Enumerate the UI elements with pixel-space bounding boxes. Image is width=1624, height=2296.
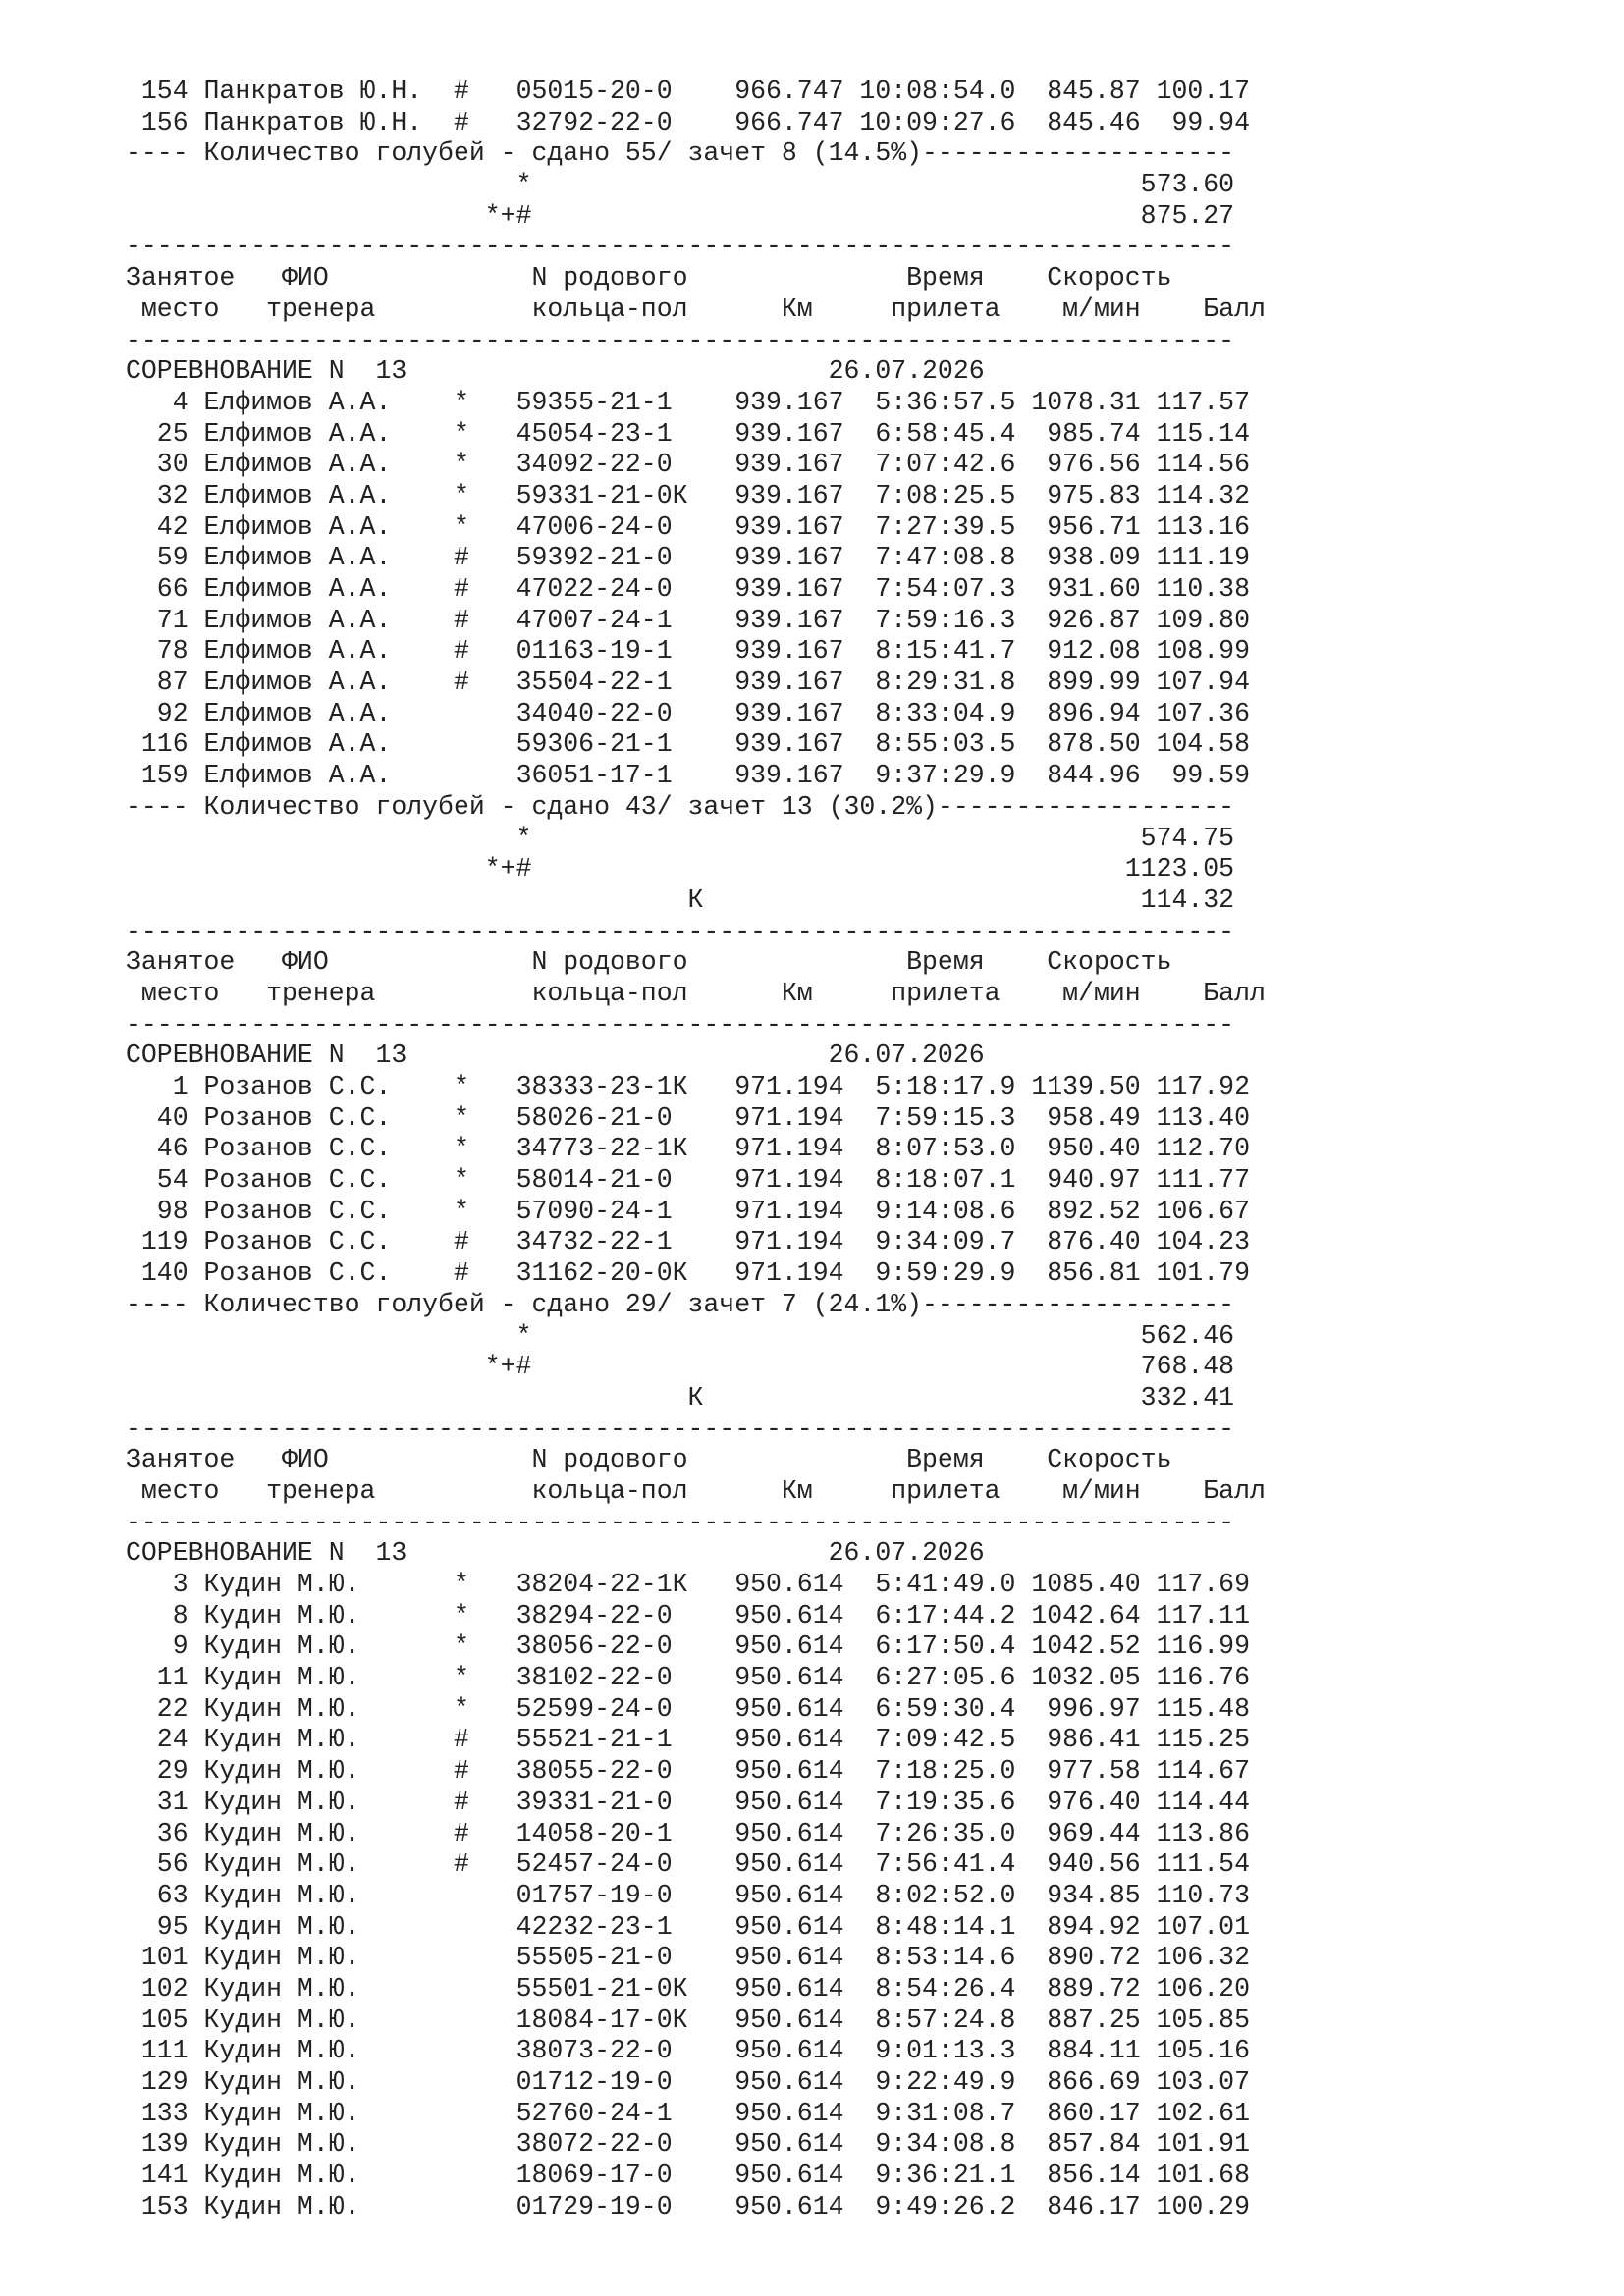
report-line: 31 Кудин М.Ю. # 39331-21-0 950.614 7:19:35.6 976.40 114.44	[126, 1787, 1250, 1817]
report-line: 4 Елфимов А.А. * 59355-21-1 939.167 5:36:57.5 1078.31 117.57	[126, 387, 1250, 417]
report-line: 3 Кудин М.Ю. * 38204-22-1К 950.614 5:41:49.0 1085.40 117.69	[126, 1570, 1250, 1599]
report-line: Занятое ФИО N родового Время Скорость	[126, 947, 1172, 978]
report-line: 133 Кудин М.Ю. 52760-24-1 950.614 9:31:08.7 860.17 102.61	[126, 2098, 1250, 2128]
report-line: 129 Кудин М.Ю. 01712-19-0 950.614 9:22:49.9 866.69 103.07	[126, 2067, 1250, 2097]
report-line: 153 Кудин М.Ю. 01729-19-0 950.614 9:49:26.2 846.17 100.29	[126, 2191, 1250, 2221]
report-line: место тренера кольца-пол Км прилета м/мин Балл	[126, 978, 1266, 1008]
report-line: -----------------------------------------------------------------------	[126, 1009, 1235, 1040]
report-line: * 574.75	[126, 823, 1235, 853]
report-line: 140 Розанов С.С. # 31162-20-0К 971.194 9:59:29.9 856.81 101.79	[126, 1258, 1250, 1289]
report-line: 154 Панкратов Ю.Н. # 05015-20-0 966.747 10:08:54.0 845.87 100.17	[126, 77, 1250, 106]
report-line: 102 Кудин М.Ю. 55501-21-0К 950.614 8:54:26.4 889.72 106.20	[126, 1973, 1250, 2003]
report-line: место тренера кольца-пол Км прилета м/мин Балл	[126, 1475, 1266, 1506]
report-line: 40 Розанов С.С. * 58026-21-0 971.194 7:59:15.3 958.49 113.40	[126, 1102, 1250, 1133]
report-line: 54 Розанов С.С. * 58014-21-0 971.194 8:18:07.1 940.97 111.77	[126, 1165, 1250, 1196]
report-page	[126, 77, 1266, 2222]
report-line: 156 Панкратов Ю.Н. # 32792-22-0 966.747 10:09:27.6 845.46 99.94	[126, 107, 1250, 137]
report-line: Занятое ФИО N родового Время Скорость	[126, 1445, 1172, 1475]
report-line: 139 Кудин М.Ю. 38072-22-0 950.614 9:34:08.8 857.84 101.91	[126, 2129, 1250, 2160]
report-line: 95 Кудин М.Ю. 42232-23-1 950.614 8:48:14.1 894.92 107.01	[126, 1911, 1250, 1942]
report-line: 24 Кудин М.Ю. # 55521-21-1 950.614 7:09:42.5 986.41 115.25	[126, 1725, 1250, 1755]
report-line: 63 Кудин М.Ю. 01757-19-0 950.614 8:02:52.0 934.85 110.73	[126, 1880, 1250, 1910]
report-line: 71 Елфимов А.А. # 47007-24-1 939.167 7:59:16.3 926.87 109.80	[126, 605, 1250, 635]
report-line: * 562.46	[126, 1320, 1235, 1351]
report-line: 1 Розанов С.С. * 38333-23-1К 971.194 5:18:17.9 1139.50 117.92	[126, 1072, 1250, 1101]
report-line: *+# 875.27	[126, 200, 1235, 231]
report-line: 30 Елфимов А.А. * 34092-22-0 939.167 7:07:42.6 976.56 114.56	[126, 450, 1250, 480]
report-line: * 573.60	[126, 170, 1235, 200]
report-line: -----------------------------------------------------------------------	[126, 325, 1235, 355]
report-line: 119 Розанов С.С. # 34732-22-1 971.194 9:34:09.7 876.40 104.23	[126, 1227, 1250, 1257]
report-line: 25 Елфимов А.А. * 45054-23-1 939.167 6:58:45.4 985.74 115.14	[126, 418, 1250, 449]
report-line: 92 Елфимов А.А. 34040-22-0 939.167 8:33:04.9 896.94 107.36	[126, 698, 1250, 728]
report-line: 116 Елфимов А.А. 59306-21-1 939.167 8:55:03.5 878.50 104.58	[126, 729, 1250, 760]
report-line: ---- Количество голубей - сдано 29/ зачет 7 (24.1%)--------------------	[126, 1289, 1235, 1319]
report-line: 46 Розанов С.С. * 34773-22-1К 971.194 8:07:53.0 950.40 112.70	[126, 1134, 1250, 1164]
report-line: 42 Елфимов А.А. * 47006-24-0 939.167 7:27:39.5 956.71 113.16	[126, 511, 1250, 542]
report-line: Занятое ФИО N родового Время Скорость	[126, 263, 1172, 294]
report-line: -----------------------------------------------------------------------	[126, 232, 1235, 262]
report-line: 22 Кудин М.Ю. * 52599-24-0 950.614 6:59:30.4 996.97 115.48	[126, 1693, 1250, 1724]
report-line: 59 Елфимов А.А. # 59392-21-0 939.167 7:47:08.8 938.09 111.19	[126, 543, 1250, 573]
report-line: 111 Кудин М.Ю. 38073-22-0 950.614 9:01:13.3 884.11 105.16	[126, 2036, 1250, 2066]
report-line: 29 Кудин М.Ю. # 38055-22-0 950.614 7:18:25.0 977.58 114.67	[126, 1756, 1250, 1787]
report-line: -----------------------------------------------------------------------	[126, 916, 1235, 946]
report-line: 98 Розанов С.С. * 57090-24-1 971.194 9:14:08.6 892.52 106.67	[126, 1196, 1250, 1226]
report-line: 8 Кудин М.Ю. * 38294-22-0 950.614 6:17:44.2 1042.64 117.11	[126, 1600, 1250, 1630]
report-line: *+# 768.48	[126, 1352, 1235, 1382]
report-line: 32 Елфимов А.А. * 59331-21-0К 939.167 7:08:25.5 975.83 114.32	[126, 480, 1250, 510]
report-line: -----------------------------------------------------------------------	[126, 1414, 1235, 1444]
report-line: 9 Кудин М.Ю. * 38056-22-0 950.614 6:17:50.4 1042.52 116.99	[126, 1631, 1250, 1662]
report-line: 141 Кудин М.Ю. 18069-17-0 950.614 9:36:21.1 856.14 101.68	[126, 2161, 1250, 2191]
report-line: К 332.41	[126, 1382, 1235, 1413]
report-line: 159 Елфимов А.А. 36051-17-1 939.167 9:37:29.9 844.96 99.59	[126, 761, 1250, 791]
report-line: 56 Кудин М.Ю. # 52457-24-0 950.614 7:56:41.4 940.56 111.54	[126, 1849, 1250, 1880]
report-line: 101 Кудин М.Ю. 55505-21-0 950.614 8:53:14.6 890.72 106.32	[126, 1943, 1250, 1973]
report-line: СОРЕВНОВАНИЕ N 13 26.07.2026	[126, 356, 985, 387]
report-line: 66 Елфимов А.А. # 47022-24-0 939.167 7:54:07.3 931.60 110.38	[126, 574, 1250, 604]
report-line: 87 Елфимов А.А. # 35504-22-1 939.167 8:29:31.8 899.99 107.94	[126, 667, 1250, 698]
report-line: место тренера кольца-пол Км прилета м/мин Балл	[126, 294, 1266, 324]
report-line: ---- Количество голубей - сдано 43/ зачет 13 (30.2%)-------------------	[126, 791, 1235, 822]
report-line: 36 Кудин М.Ю. # 14058-20-1 950.614 7:26:35.0 969.44 113.86	[126, 1818, 1250, 1848]
report-line: ---- Количество голубей - сдано 55/ зачет 8 (14.5%)--------------------	[126, 138, 1235, 169]
report-line: К 114.32	[126, 884, 1235, 915]
report-line: 105 Кудин М.Ю. 18084-17-0К 950.614 8:57:24.8 887.25 105.85	[126, 2004, 1250, 2035]
report-line: 11 Кудин М.Ю. * 38102-22-0 950.614 6:27:05.6 1032.05 116.76	[126, 1663, 1250, 1693]
report-line: СОРЕВНОВАНИЕ N 13 26.07.2026	[126, 1538, 985, 1569]
report-line: *+# 1123.05	[126, 854, 1235, 884]
report-line: 78 Елфимов А.А. # 01163-19-1 939.167 8:15:41.7 912.08 108.99	[126, 636, 1250, 667]
report-line: СОРЕВНОВАНИЕ N 13 26.07.2026	[126, 1041, 985, 1071]
report-line: -----------------------------------------------------------------------	[126, 1507, 1235, 1537]
